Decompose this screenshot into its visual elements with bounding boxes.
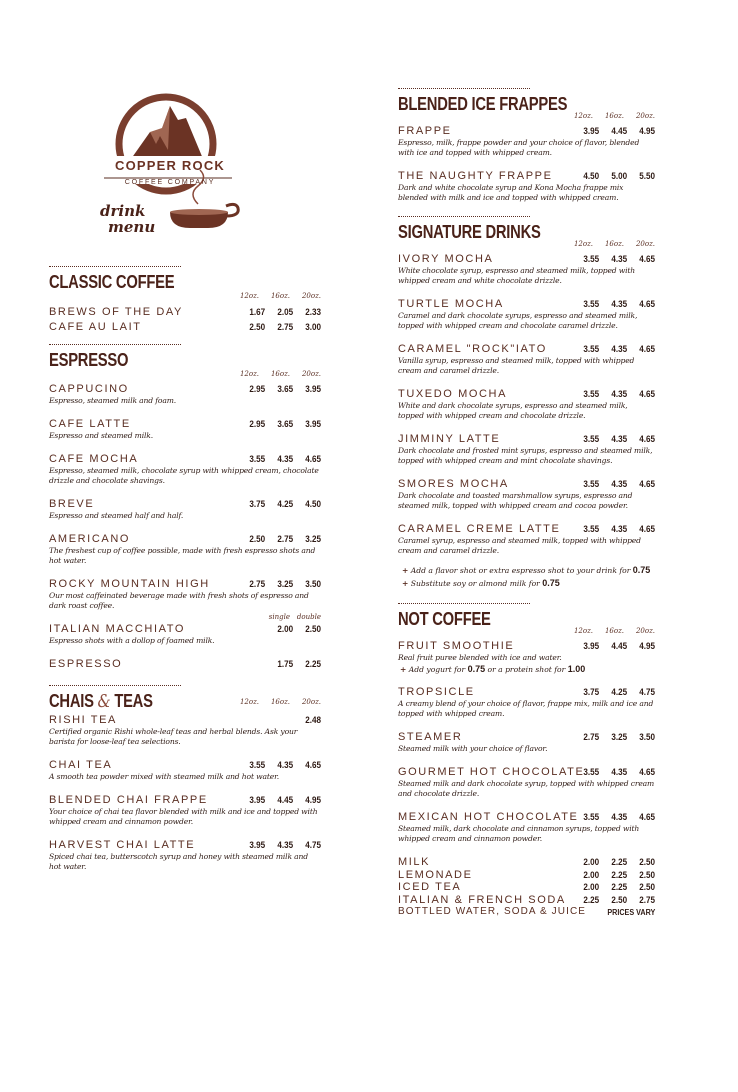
addon-note: + Add a flavor shot or extra espresso shot to your drink for 0.75 <box>402 565 651 575</box>
menu-item: ICED TEA 2.00 2.25 2.50 <box>398 881 655 893</box>
menu-item: JIMMINY LATTE 3.55 4.35 4.65 Dark chocolate and frosted mint syrups, espresso and steamed milk, topped with whipped cream and mint chocolate shavings. <box>398 433 655 465</box>
section-title: CLASSIC COFFEE <box>49 272 175 292</box>
menu-item: ESPRESSO 1.75 2.25 <box>49 658 321 670</box>
size-headers: 12oz. 16oz. 20oz. <box>239 698 321 706</box>
size-headers: 12oz. 16oz. 20oz. <box>573 112 655 120</box>
section-title: BLENDED ICE FRAPPES <box>398 94 568 114</box>
divider <box>398 216 530 217</box>
divider <box>49 266 181 267</box>
menu-item: HARVEST CHAI LATTE 3.95 4.35 4.75 Spiced chai tea, butterscotch syrup and honey with steamed milk and hot water. <box>49 839 321 871</box>
menu-item: AMERICANO 2.50 2.75 3.25 The freshest cup of coffee possible, made with fresh espresso shots and hot water. <box>49 533 321 565</box>
plus-icon: + <box>402 579 409 588</box>
logo-tag1: drink <box>100 202 146 220</box>
menu-item: GOURMET HOT CHOCOLATE 3.55 4.35 4.65 Steamed milk and dark chocolate syrup, topped with whipped cream and chocolate drizzle. <box>398 766 655 798</box>
logo-line2: COFFEE COMPANY <box>124 179 216 186</box>
divider <box>49 685 181 686</box>
single-double-headers: single double <box>268 613 321 621</box>
menu-item: CAPPUCINO 2.95 3.65 3.95 Espresso, steamed milk and foam. <box>49 383 321 405</box>
size-headers: 12oz. 16oz. 20oz. <box>239 292 321 300</box>
addon-note: + Add yogurt for 0.75 or a protein shot for 1.00 <box>400 664 586 674</box>
menu-item: RISHI TEA 2.48 Certified organic Rishi whole-leaf teas and herbal blends. Ask your barista for loose-leaf tea selections. <box>49 714 321 746</box>
left-column <box>49 266 321 872</box>
menu-item: BOTTLED WATER, SODA & JUICE PRICES VARY <box>398 906 655 917</box>
size-headers: 12oz. 16oz. 20oz. <box>573 240 655 248</box>
divider <box>398 88 530 89</box>
menu-item: BLENDED CHAI FRAPPE 3.95 4.45 4.95 Your choice of chai tea flavor blended with milk and ice and topped with whipped cream and cinnamon powder. <box>49 794 321 826</box>
menu-item: CARAMEL "ROCK"IATO 3.55 4.35 4.65 Vanilla syrup, espresso and steamed milk, topped with whipped cream and caramel drizzle. <box>398 343 655 375</box>
menu-item: IVORY MOCHA 3.55 4.35 4.65 White chocolate syrup, espresso and steamed milk, topped with whipped cream and white chocolate drizzle. <box>398 253 655 285</box>
size-headers: 12oz. 16oz. 20oz. <box>239 370 321 378</box>
menu-item: BREVE 3.75 4.25 4.50 Espresso and steamed half and half. <box>49 498 321 520</box>
menu-item: MEXICAN HOT CHOCOLATE 3.55 4.35 4.65 Steamed milk, dark chocolate and cinnamon syrups, topped with whipped cream and cinnamon powder. <box>398 811 655 843</box>
section-frappes <box>398 88 655 203</box>
menu-item: CAFE AU LAIT 2.50 2.75 3.00 <box>49 320 321 333</box>
logo-line1: COPPER ROCK <box>115 158 225 173</box>
menu-item: TURTLE MOCHA 3.55 4.35 4.65 Caramel and dark chocolate syrups, espresso and steamed milk, topped with whipped cream and chocolate caramel drizzle. <box>398 298 655 330</box>
section-signature <box>398 216 655 590</box>
section-espresso <box>49 344 321 671</box>
menu-item: ROCKY MOUNTAIN HIGH 2.75 3.25 3.50 Our most caffeinated beverage made with fresh shots of espresso and dark roast coffee. <box>49 578 321 610</box>
section-not-coffee <box>398 603 655 919</box>
menu-item: STEAMER 2.75 3.25 3.50 Steamed milk with your choice of flavor. <box>398 731 655 753</box>
menu-item: CARAMEL CREME LATTE 3.55 4.35 4.65 Caramel syrup, espresso and steamed milk, topped with whipped cream and caramel drizzle. <box>398 523 655 555</box>
menu-item: THE NAUGHTY FRAPPE 4.50 5.00 5.50 Dark and white chocolate syrup and Kona Mocha frappe mix blended with milk and ice and topped with whipped cream. <box>398 170 655 202</box>
menu-item: TUXEDO MOCHA 3.55 4.35 4.65 White and dark chocolate syrups, espresso and steamed milk, topped with whipped cream and chocolate drizzle. <box>398 388 655 420</box>
menu-item: CAFE LATTE 2.95 3.65 3.95 Espresso and steamed milk. <box>49 418 321 440</box>
menu-item: MILK 2.00 2.25 2.50 <box>398 856 655 868</box>
logo <box>98 84 248 244</box>
menu-item: BREWS OF THE DAY 1.67 2.05 2.33 <box>49 306 321 318</box>
menu-item: FRUIT SMOOTHIE 3.95 4.45 4.95 Real fruit puree blended with ice and water. + Add yogurt for 0.75 or a protein shot for 1.00 <box>398 640 655 674</box>
addon-note: + Substitute soy or almond milk for 0.75 <box>402 578 560 588</box>
plus-icon: + <box>400 665 407 674</box>
divider <box>49 344 181 345</box>
menu-item: ITALIAN & FRENCH SODA 2.25 2.50 2.75 <box>398 893 655 906</box>
logo-tag2: menu <box>108 218 156 236</box>
menu-item: LEMONADE 2.00 2.25 2.50 <box>398 868 655 881</box>
section-classic-coffee <box>49 266 321 333</box>
menu-item: TROPSICLE 3.75 4.25 4.75 A creamy blend of your choice of flavor, frappe mix, milk and ice and topped with whipped cream. <box>398 686 655 718</box>
menu-item: SMORES MOCHA 3.55 4.35 4.65 Dark chocolate and toasted marshmallow syrups, espresso and steamed milk, topped with whipped cream and cocoa powder. <box>398 478 655 510</box>
plus-icon: + <box>402 566 409 575</box>
menu-item: FRAPPE 3.95 4.45 4.95 Espresso, milk, frappe powder and your choice of flavor, blended with ice and topped with whipped cream. <box>398 125 655 157</box>
section-chais-teas <box>49 685 321 872</box>
section-title: SIGNATURE DRINKS <box>398 222 541 242</box>
menu-item: single double ITALIAN MACCHIATO 2.00 2.50 Espresso shots with a dollop of foamed milk. <box>49 613 321 645</box>
menu-item: CAFE MOCHA 3.55 4.35 4.65 Espresso, steamed milk, chocolate syrup with whipped cream, chocolate drizzle and chocolate shavings. <box>49 453 321 485</box>
section-title: CHAIS & TEAS <box>49 691 153 712</box>
right-column <box>398 88 655 919</box>
size-headers: 12oz. 16oz. 20oz. <box>573 627 655 635</box>
menu-item: CHAI TEA 3.55 4.35 4.65 A smooth tea powder mixed with steamed milk and hot water. <box>49 759 321 781</box>
divider <box>398 603 530 604</box>
section-title: ESPRESSO <box>49 350 129 370</box>
section-title: NOT COFFEE <box>398 609 491 629</box>
